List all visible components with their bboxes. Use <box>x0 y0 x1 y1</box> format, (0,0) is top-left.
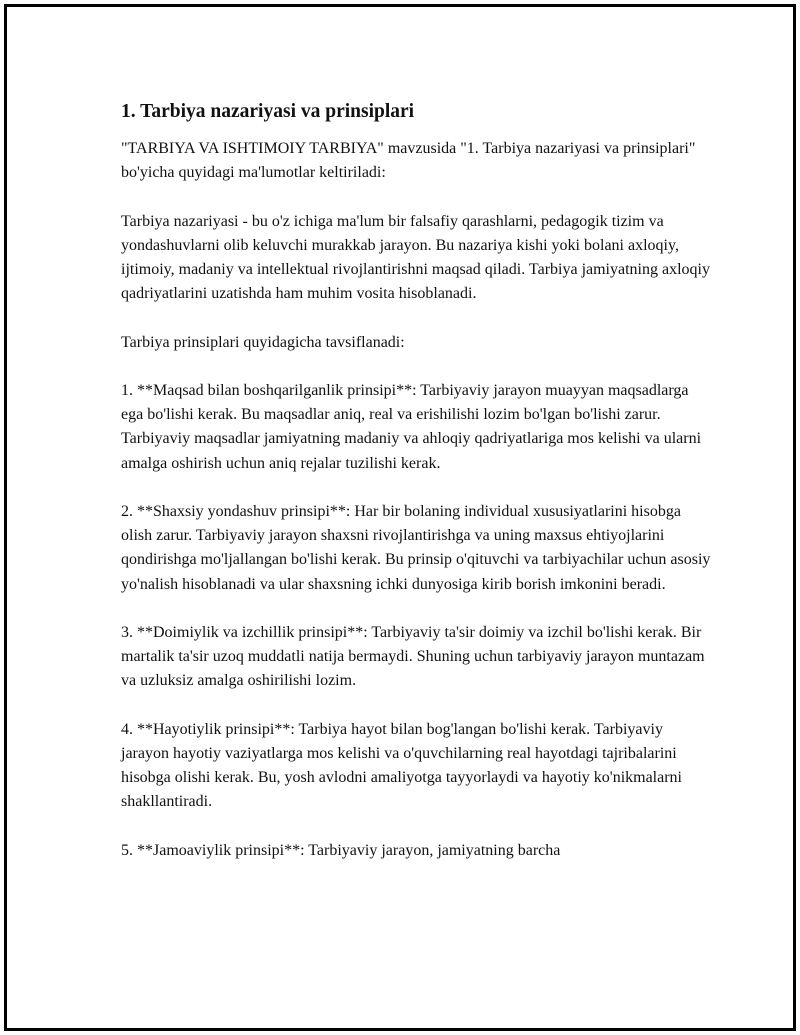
intro-paragraph: "TARBIYA VA ISHTIMOIY TARBIYA" mavzusida "1. Tarbiya nazariyasi va prinsiplari" bo'yicha quyidagi ma'lumotlar keltiriladi: <box>121 140 696 182</box>
document-title: 1. Tarbiya nazariyasi va prinsiplari <box>121 101 415 122</box>
principle-4-paragraph: 4. **Hayotiylik prinsipi**: Tarbiya hayot bilan bog'langan bo'lishi kerak. Tarbiyaviy jarayon hayotiy vaziyatlarga mos kelishi va o'quvchilarning real hayotdagi tajribalarini hisobga olishi kerak. Bu, yosh avlodni amaliyotga tayyorlaydi va hayotiy ko'nikmalarni shakllantiradi. <box>121 720 682 811</box>
page-frame <box>4 4 796 1031</box>
principle-2-paragraph: 2. **Shaxsiy yondashuv prinsipi**: Har bir bolaning individual xususiyatlarini hisobga olish zarur. Tarbiyaviy jarayon shaxsni rivojlantirishga va uning maxsus ehtiyojlarini qondirishga mo'ljallangan bo'lishi kerak. Bu prinsip o'qituvchi va tarbiyachilar uchun asosiy yo'nalish hisoblanadi va ular shaxsning ichki dunyosiga kirib borish imkonini beradi. <box>121 502 711 593</box>
document-body <box>121 97 711 887</box>
theory-paragraph: Tarbiya nazariyasi - bu o'z ichiga ma'lum bir falsafiy qarashlarni, pedagogik tizim va yondashuvlarni olib keluvchi murakkab jarayon. Bu nazariya kishi yoki bolani axloqiy, ijtimoiy, madaniy va intellektual rivojlantirishni maqsad qiladi. Tarbiya jamiyatning axloqiy qadriyatlarini uzatishda ham muhim vosita hisoblanadi. <box>121 212 710 303</box>
principle-1-paragraph: 1. **Maqsad bilan boshqarilganlik prinsipi**: Tarbiyaviy jarayon muayyan maqsadlarga ega bo'lishi kerak. Bu maqsadlar aniq, real va erishilishi lozim bo'lgan bo'lishi zarur. Tarbiyaviy maqsadlar jamiyatning madaniy va ahloqiy qadriyatlariga mos kelishi va ularni amalga oshirish uchun aniq rejalar tuzilishi kerak. <box>121 381 702 472</box>
principle-5-paragraph: 5. **Jamoaviylik prinsipi**: Tarbiyaviy jarayon, jamiyatning barcha <box>121 841 561 859</box>
principles-intro-paragraph: Tarbiya prinsiplari quyidagicha tavsiflanadi: <box>121 333 405 351</box>
principle-3-paragraph: 3. **Doimiylik va izchillik prinsipi**: Tarbiyaviy ta'sir doimiy va izchil bo'lishi kerak. Bir martalik ta'sir uzoq muddatli natija bermaydi. Shuning uchun tarbiyaviy jarayon muntazam va uzluksiz amalga oshirilishi lozim. <box>121 623 705 690</box>
